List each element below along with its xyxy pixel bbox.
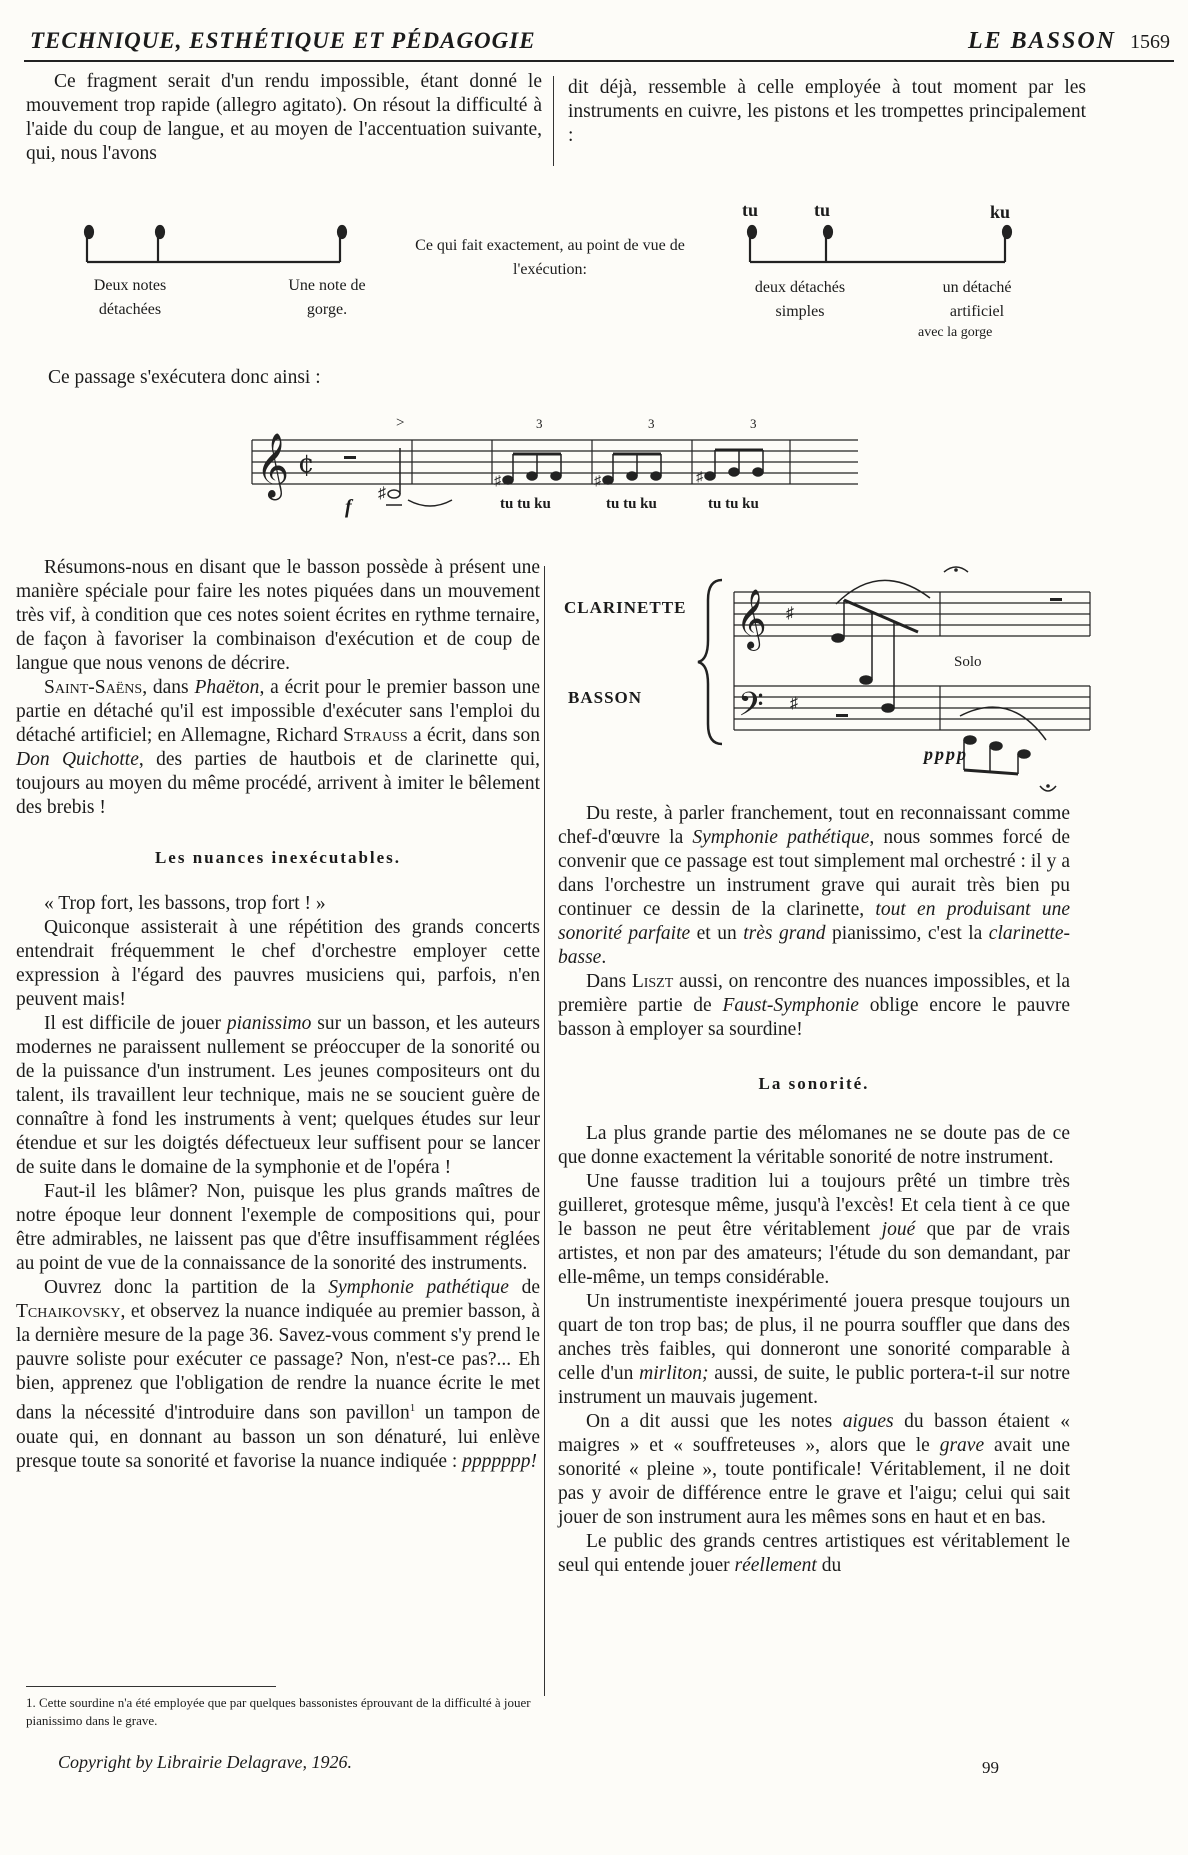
header-page-number: 1569 — [1130, 31, 1170, 53]
svg-text:♯: ♯ — [378, 485, 386, 502]
svg-text:♯: ♯ — [790, 695, 798, 712]
syllable-tu: tu — [814, 200, 831, 220]
paragraph: dit déjà, ressemble à celle employée à tout moment par les instruments en cuivre, les pistons et les trompettes principalement : — [568, 77, 1086, 146]
right-column — [558, 802, 1070, 1578]
left-column — [16, 556, 540, 1474]
dynamic-pianissimo: pppp — [924, 744, 968, 764]
label-with-throat: avec la gorge — [918, 325, 993, 340]
section-heading: Les nuances inexécutables. — [154, 848, 402, 867]
accent-mark: > — [396, 415, 405, 431]
svg-text:♯: ♯ — [494, 474, 501, 489]
running-header-title: LE BASSON — [967, 28, 1116, 54]
paragraph: On a dit aussi que les notes aigues du basson étaient « maigres » et « souffreteuses », alors que le grave avait une sonorité « pleine », toute pontificale! Véritablement, il ne doit pas y avoir de différence entre le grave et l'aigu; celui qui sait jouer de son instrument aura les mêmes sons en haut et en bas. — [558, 1411, 1070, 1528]
bassoon-label: BASSON — [568, 688, 643, 707]
svg-text:♯: ♯ — [594, 474, 601, 489]
triplet-mark: 3 — [750, 416, 757, 431]
paragraph: Une fausse tradition lui a toujours prêté un timbre très guilleret, grotesque même, jusqu'à l'excès! Et cela tient à ce que le basson ne peut être véritablement joué que par de vrais artistes, et non par des amateurs; l'étude du son demandant, par elle-même, un temps considérable. — [558, 1171, 1070, 1288]
svg-text:¢: ¢ — [298, 449, 315, 479]
paragraph: Ce fragment serait d'un rendu impossible, étant donné le mouvement trop rapide (allegro agitato). On résout la difficulté à l'aide du coup de langue, et au moyen de l'accentuation suivante, qui, nous l'avons — [26, 71, 542, 164]
footnote: 1. Cette sourdine n'a été employée que par quelques bassonistes éprouvant de la difficulté à jouer pianissimo dans le grave. — [26, 1695, 531, 1728]
syllables-group: tu tu ku — [500, 496, 551, 512]
footnote-ref: 1 — [409, 1402, 416, 1414]
svg-text:𝄞: 𝄞 — [256, 433, 290, 498]
syllables-group: tu tu ku — [708, 496, 759, 512]
paragraph: Dans Liszt aussi, on rencontre des nuances impossibles, et la première partie de Faust-Symphonie oblige encore le pauvre basson à employer sa sourdine! — [558, 971, 1071, 1040]
syllables-group: tu tu ku — [606, 496, 657, 512]
running-header-left: TECHNIQUE, ESTHÉTIQUE ET PÉDAGOGIE — [30, 28, 536, 53]
paragraph: La plus grande partie des mélomanes ne se doute pas de ce que donne exactement la véritable sonorité de notre instrument. — [558, 1123, 1070, 1168]
label-throat-note: Une note de gorge. — [288, 277, 366, 318]
label-two-detached-notes: Deux notes détachées — [93, 277, 167, 318]
diagram-middle-text: Ce qui fait exactement, au point de vue de l'exécution: — [415, 237, 685, 278]
dynamic-forte: f — [345, 496, 352, 518]
svg-text:𝄢: 𝄢 — [738, 686, 764, 732]
svg-text:♯: ♯ — [696, 470, 703, 485]
svg-text:♯: ♯ — [786, 605, 794, 622]
paragraph: Un instrumentiste inexpérimenté jouera presque toujours un quart de ton trop bas; de plus, il ne pourra souffler que dans des anches très faibles, qui donneront une sonorité comparable à celle d'un mirliton; aussi, de suite, le public portera-t-il sur notre instrument un mauvais jugement. — [558, 1291, 1070, 1408]
section-heading: La sonorité. — [758, 1074, 870, 1093]
paragraph: Saint-Saëns, dans Phaëton, a écrit pour le premier basson une partie en détaché qu'il est impossible d'exécuter sans l'emploi du détaché artificiel; en Allemagne, Richard Strauss a écrit, dans son Don Quichotte, des parties de hautbois et de clarinette qui, toujours au moyen du même procédé, arrivent à imiter le bêlement des brebis ! — [16, 677, 541, 818]
label-artificial-detached: un détaché artificiel — [942, 279, 1012, 320]
triplet-mark: 3 — [648, 416, 655, 431]
svg-text:𝄞: 𝄞 — [736, 589, 767, 649]
paragraph: Le public des grands centres artistiques est véritablement le seul qui entende jouer réellement du — [558, 1531, 1070, 1576]
paragraph: Du reste, à parler franchement, tout en reconnaissant comme chef-d'œuvre la Symphonie pathétique, nous sommes forcé de convenir que ce passage est tout simplement mal orchestré : il y a dans l'orchestre un instrument grave qui aurait très bien pu continuer ce dessin de la clarinette, tout en produisant une sonorité parfaite et un très grand pianissimo, c'est la clarinette-basse. — [558, 803, 1071, 968]
footer-page-number: 99 — [982, 1758, 999, 1777]
footnote-rule — [26, 1686, 276, 1687]
syllable-tu: tu — [742, 200, 759, 220]
column-divider — [544, 566, 545, 1696]
syllable-ku: ku — [990, 202, 1011, 222]
paragraph: Il est difficile de jouer pianissimo sur un basson, et les auteurs modernes ne paraissent nullement se préoccuper de la sonorité ou de la puissance d'un instrument. Les jeunes compositeurs ont du talent, ils travaillent leur technique, mais ne se soucient guère de connaître à fond les instruments à vent; quelques études sur leur étendue et sur les doigtés défectueux leur suffisent pour se lancer de suite dans le domaine de la symphonie et de l'opéra ! — [16, 1013, 540, 1178]
clarinet-label: CLARINETTE — [564, 598, 687, 617]
solo-marking: Solo — [954, 654, 982, 670]
label-two-simple-detached: deux détachés simples — [754, 279, 846, 320]
copyright-footer: Copyright by Librairie Delagrave, 1926. — [58, 1752, 352, 1772]
paragraph: Faut-il les blâmer? Non, puisque les plus grands maîtres de notre époque leur donnent l'exemple de compositions qui, pour être admirables, ne laissent pas que d'être insuffisamment réglées au point de vue de la connaissance de la sonorité des instruments. — [16, 1181, 540, 1274]
triplet-mark: 3 — [536, 416, 543, 431]
paragraph: « Trop fort, les bassons, trop fort ! » — [44, 893, 326, 914]
paragraph: Résumons-nous en disant que le basson possède à présent une manière spéciale pour faire les notes piquées dans un mouvement très vif, à condition que ces notes soient écrites en rythme ternaire, de façon à favoriser la combinaison d'exécution et de coup de langue que nous venons de décrire. — [16, 557, 540, 674]
paragraph: Quiconque assisterait à une répétition des grands concerts entendrait fréquemment le chef d'orchestre employer cette expression à l'égard des pauvres musiciens qui, parfois, n'en peuvent mais! — [16, 917, 540, 1010]
paragraph: Ouvrez donc la partition de la Symphonie pathétique de Tchaikovsky, et observez la nuance indiquée au premier basson, à la dernière mesure de la page 36. Savez-vous comment s'y prend le pauvre soliste pour exécuter ce passage? Non, n'est-ce pas?... Eh bien, apprenez que l'obligation de rendre la nuance écrite le met dans la nécessité d'introduire dans son pavillon$^1$ un tampon de ouate qui, en donnant au basson un son dénaturé, lui enlève presque toute sa sonorité et favorise la nuance indiquée : ppppppp! — [16, 1277, 541, 1472]
passage-intro: Ce passage s'exécutera donc ainsi : — [48, 367, 321, 388]
